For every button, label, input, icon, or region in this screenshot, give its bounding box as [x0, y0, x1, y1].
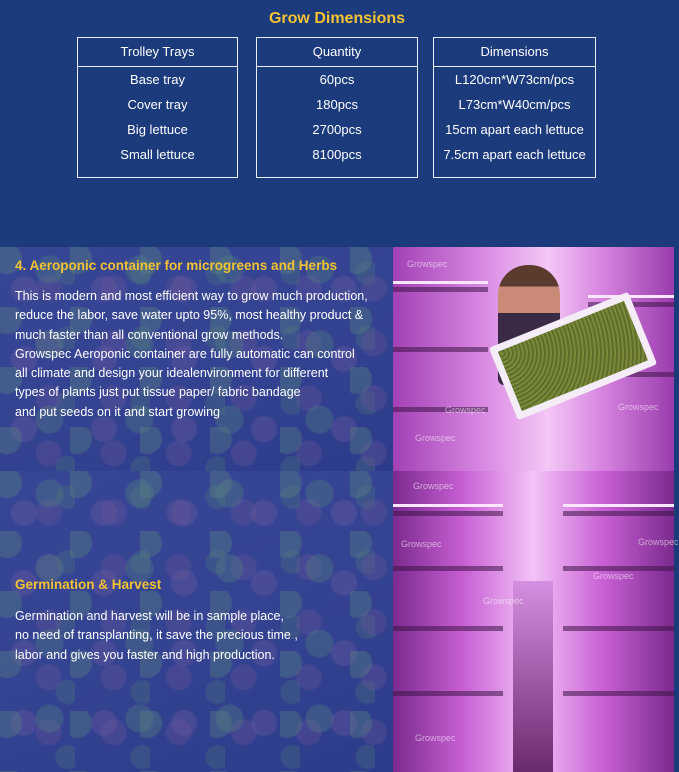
description-line: Growspec Aeroponic container are fully automatic can control: [15, 346, 355, 361]
grow-dimensions-section: [0, 0, 674, 244]
shelf: [393, 626, 503, 631]
quantity-column: [256, 37, 418, 178]
table-cell: Base tray: [130, 72, 185, 87]
description-line: all climate and design your idealenvironment for different: [15, 366, 329, 381]
table-cell: 180pcs: [316, 97, 358, 112]
shelf: [393, 691, 503, 696]
germination-panel: [0, 471, 393, 772]
trolley-trays-column: [77, 37, 238, 178]
germination-description: [15, 607, 393, 665]
watermark-text: Growspec: [413, 481, 454, 491]
table-cell: 8100pcs: [312, 147, 362, 162]
table-cell: Cover tray: [127, 97, 188, 112]
table-cell: L73cm*W40cm/pcs: [458, 97, 571, 112]
description-line: Germination and harvest will be in sample place,: [15, 609, 284, 623]
grow-light: [393, 504, 503, 507]
table-cell: L120cm*W73cm/pcs: [454, 72, 575, 87]
watermark-text: Growspec: [407, 259, 448, 269]
shelf: [393, 287, 488, 292]
table-cell: 15cm apart each lettuce: [445, 122, 584, 137]
description-line: reduce the labor, save water upto 95%, most healthy product &: [15, 308, 364, 323]
germination-heading: Germination & Harvest: [15, 577, 162, 592]
grow-aisle-photo: [393, 471, 679, 772]
watermark-text: Growspec: [593, 571, 634, 581]
description-line: labor and gives you faster and high production.: [15, 647, 275, 662]
table-cell: 7.5cm apart each lettuce: [443, 147, 586, 162]
watermark-text: Growspec: [638, 537, 679, 547]
watermark-text: Growspec: [483, 596, 524, 606]
shelf: [393, 566, 503, 571]
grow-container-photo: [393, 247, 674, 471]
grow-light: [393, 281, 488, 284]
column-header: Dimensions: [434, 38, 595, 67]
table-cell: 2700pcs: [312, 122, 362, 137]
shelf: [393, 511, 503, 516]
shelf: [393, 347, 488, 352]
aisle: [513, 581, 553, 772]
column-header: Quantity: [257, 38, 417, 67]
dimensions-column: [433, 37, 596, 178]
column-header: Trolley Trays: [78, 38, 237, 67]
grow-light: [588, 295, 674, 298]
shelf: [563, 691, 674, 696]
table-cell: 60pcs: [319, 72, 355, 87]
aeroponic-panel: [0, 247, 393, 471]
grow-dimensions-title: Grow Dimensions: [268, 10, 406, 27]
watermark-text: Growspec: [445, 405, 486, 415]
aeroponic-heading: 4. Aeroponic container for microgreens and Herbs: [15, 258, 338, 273]
description-line: types of plants just put tissue paper/ fabric bandage: [15, 385, 301, 400]
watermark-text: Growspec: [415, 733, 456, 743]
table-cell: Small lettuce: [120, 147, 195, 162]
shelf: [563, 511, 674, 516]
watermark-text: Growspec: [415, 433, 456, 443]
watermark-text: Growspec: [618, 402, 659, 412]
aeroponic-description: [15, 287, 393, 422]
description-line: This is modern and most efficient way to grow much production,: [15, 289, 368, 303]
table-cell: Big lettuce: [127, 122, 188, 137]
shelf: [563, 626, 674, 631]
description-line: no need of transplanting, it save the precious time ,: [15, 628, 298, 643]
grow-light: [563, 504, 674, 507]
description-line: and put seeds on it and start growing: [15, 404, 220, 419]
description-line: much faster than all conventional grow methods.: [15, 327, 284, 342]
watermark-text: Growspec: [401, 539, 442, 549]
